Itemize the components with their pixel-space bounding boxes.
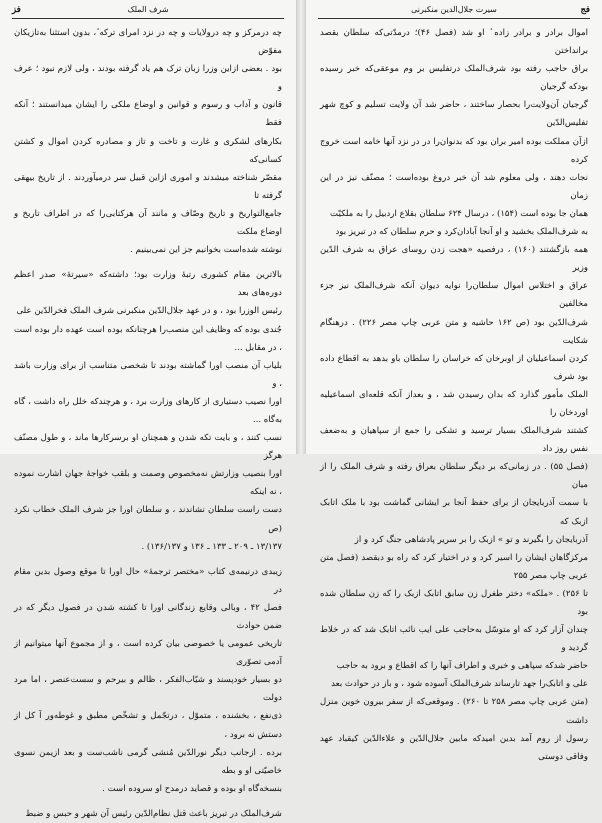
text-line: زیبدی درنیمه‌ی کتاب «مختصر ترجمهٔ» حال اورا تا موقع وصول بدین مقام در — [14, 566, 282, 595]
text-line: به شرف‌الملک بخشید و او آنجا آبادان‌کرد و حرم سلطان که در تبریز بود — [335, 227, 588, 238]
text-line: مرکزگاهان ایشان را اسیر کرد و در اختیار کرد که راه بو دبقصد (فصل متن عربی چاپ مصر ۲۵۵ — [320, 552, 588, 581]
text-line: جامع‌التواریخ و تاریخ وصّاف و مانند آن هرکتابی‌را که در اطراف تاریخ و اوضاع ملکت — [14, 208, 282, 238]
text-line: الملک مأمور گذارد که بدان رسیدن شد ، و بعداز آنکه قلعه‌ای اسماعیلیه اوردخان را — [320, 389, 588, 418]
text-line: بود . بعضی ازاین وزرا زبان ترک هم یاد گرفته بودند ، ولی لازم نبود ؛ عرف و — [14, 64, 282, 93]
text-line: با سمت آذربایجان از برای حفظ آنجا بر ایشانی گماشت بود با ملک اتابک ازبک که — [320, 498, 588, 527]
left-page-header — [12, 4, 284, 18]
right-page-text — [320, 24, 588, 766]
text-line: کردن اسماعیلیان از اوبرخان که خراسان را سلطان باو بدهد به اقطاع داده بود شرف — [320, 353, 588, 382]
text-line: شرف‌الدّین بود (ص ۱۶۲ حاشیه و متن عربی چاپ مصر ۲۲۶) . درهنگام شکایت — [320, 317, 588, 346]
text-line: ذی‌نفع ، بخشنده ، متموّل ، درتجّمل و تشخّص مطبق و غوطه‌ور آ کل از دستش نه برود ، — [14, 711, 282, 740]
text-line: عراق و اختلاس اموال سلطان‌را نوایه دیوان آنکه شرف‌الملک نیز جزء مخالفین — [320, 281, 588, 310]
text-line: دست راست سلطان نشاندند ، و سلطان اورا جز شرف الملک خطاب نکرد (ص — [14, 505, 282, 534]
text-line: برده . ازجانب دیگر نورالدّین مُنشی گرمی ناشب‌ست و بعد ازیمن نسوی خاصیّتی او و بطه — [14, 747, 282, 776]
text-line: براق حاجب رفته بود شرف‌الملک درتفلیس بر وم موعقی‌که خبر رسیده بودکه گرجیان — [320, 64, 588, 93]
text-line: شرف‌الملک در تبریز باعث قتل نظام‌الدّین رئیس آن شهر و حبس و ضبط — [25, 808, 282, 819]
text-line: قانون و آداب و رسوم و قوانین و اوضاع ملکی را ایشان میدانستند ؛ آنکه فقط — [14, 100, 282, 129]
text-line: همان جا بوده است (۱۵۴) ، درسال ۶۲۴ سلطان بقلاع اردبیل را به ملکیّت — [330, 208, 588, 219]
left-running-title: شرف الملک — [127, 5, 169, 14]
text-line: کشتند شرف‌الملک بسیار ترسید و تشکی را جمع از سپاهیان و به‌ضعف نفس روز داد — [320, 426, 588, 455]
text-line: نجات دهند ، ولی معلوم شد آن خبر دروغ بوده‌است ؛ مصنّف نیز در این زمان — [320, 172, 588, 201]
text-line: نسب کنند ، و بایت تکه شدن و همچنان او برسرکارها ماند ، و طول مصنّف هرگز — [14, 433, 282, 462]
text-line: رئیس الوزرا بود ، و در عهد جلال‌الدّین منکبرنی شرف الملک فخرالدّین علی — [16, 306, 282, 317]
text-line: ازآن مملکت بوده امیر بران بود که بدنوان‌را در در نزد آنها خامه است خروج کرده — [320, 136, 588, 165]
text-line: (فصل ۵۵) . در زمانی‌که بر دیگر سلطان بعراق رفته و شرف الملک را از میان — [320, 462, 588, 491]
text-line: اورا بنصیب وزارتش نه‌مخصوص وصمت و بلقب خواجهٔ جهان اشارت نموده ، نه اینکه — [14, 469, 282, 498]
text-line: ۱۳/۱۳۷ ـ ۲۰۹ ـ ۱۳۳ ـ ۱۳۶ و ۱۳۶/۱۳۷) . — [141, 541, 282, 552]
text-line: فصل ۴۲ ، وبالی وقایع زندگانی اورا تا کشته شدن در فصول دیگر که در ضمن حوادث — [14, 602, 282, 631]
text-line: نوشته شده‌است بخوانیم جز این نمی‌بینیم . — [130, 245, 282, 256]
text-line: مقصّر شناخته میشدند و اموری ازاین قبیل سر درمیآوردند . از تاریخ بیهقی گرفته تا — [14, 172, 282, 201]
text-line: رسول از روم آمد بدین امیدکه مابین جلال‌الدّین و علاءالدّین کیقباد عهد وفاقی دوستی — [320, 733, 588, 762]
text-line: چندان آزار کرد که او متوسّل به‌حاجب علی ایب نائب اتابک شد که در خلاط گردید و — [320, 625, 588, 654]
text-line: جُندی بوده که وظایف این منصب‌را هرچنانکه بوده است عهده دار بوده است ، در مقابل ... — [13, 324, 282, 353]
text-line: بنسخه‌گاه او بوده و قصاید درمدح او سروده است . — [102, 783, 282, 794]
right-page — [305, 0, 602, 762]
right-page-number: فج — [580, 5, 590, 15]
text-line: (متن عربی چاپ مصر ۲۵۸ تا ۲۶۰) . وموقعی‌که از سفر بیرون خوین منزل داشت — [320, 697, 588, 726]
text-line: دو بسیار خودپسند و شیّاب‌الفکر ، ظالم و بیرحم و سست‌عنصر ، اما مرد دولت — [14, 675, 282, 704]
text-line: تاریخی عمومی یا خصوصی بیان کرده است ، و از مجموع آنها میتوانیم از آدمی تصوّری — [14, 639, 282, 668]
text-line: آذربایجان را بگیرند و تو » ازبک را بر سریر پادشاهی جنگ کرد و از — [354, 534, 588, 545]
right-page-header — [318, 4, 590, 18]
text-line: گرجیان آن‌ولایت‌را بحصار ساختند ، حاضر شد آن ولایت تسلیم و کوچ شهر تفلیس‌الدّین — [320, 100, 588, 129]
text-line: حاضر شدکه سپاهی و خبری و اطراف آنها را که اقطاع و برود به حاجب — [336, 661, 588, 672]
left-header-rule — [12, 18, 284, 19]
left-page — [0, 0, 297, 819]
book-gutter — [297, 0, 305, 454]
text-line: همه بازگشتند (۱۶۰) ، درفصیه «هجت زدن روسای عراق به شرف الدّین وزیر — [320, 245, 588, 274]
text-line: بلیاب آن منصب اورا گماشته بودند تا شخصی متناسب از برای وزارت باشد ، و — [14, 360, 282, 389]
left-page-text — [14, 24, 282, 823]
text-line: چه درمرکز و چه درولایات و چه در نزد امرای ترکه ٔ، بدون استثنا به‌تازیکان مفوّض — [14, 28, 282, 57]
text-line: بکارهای لشکری و غارت و تاخت و تاز و مصادره کردن اموال و کشتن کسانی‌که — [14, 136, 282, 165]
text-line: بالاترین مقام کشوری رتبهٔ وزارت بود؛ داشته‌که «سیرتهٔ» صدر اعظم دوره‌های بعد — [14, 270, 282, 299]
text-line: تا ۲۵۶) . «ملکه» دختر طغرل زن سابق اتابک ازبک را که زن سلطان شده بود — [320, 588, 588, 617]
right-running-title: سیرت جلال‌الدین منکبرنی — [411, 5, 497, 14]
text-line: اموال برادر و برادر زاده ٔ او شد (فصل ۴۶)؛ درمدّتی‌که سلطان بقصد برانداختن — [320, 28, 588, 57]
text-line: علی و اتابک‌را جهد تارساند شرف‌الملک آسوده شود ، و باز در حوادث بعد — [331, 679, 588, 690]
left-page-number: فز — [12, 5, 21, 15]
text-line: اورا نصیب دستیاری از کارهای وزارت برد ، و هرچندکه خلل راه داشت ، گاه به‌گاه ... — [14, 396, 282, 425]
right-header-rule — [318, 18, 590, 19]
